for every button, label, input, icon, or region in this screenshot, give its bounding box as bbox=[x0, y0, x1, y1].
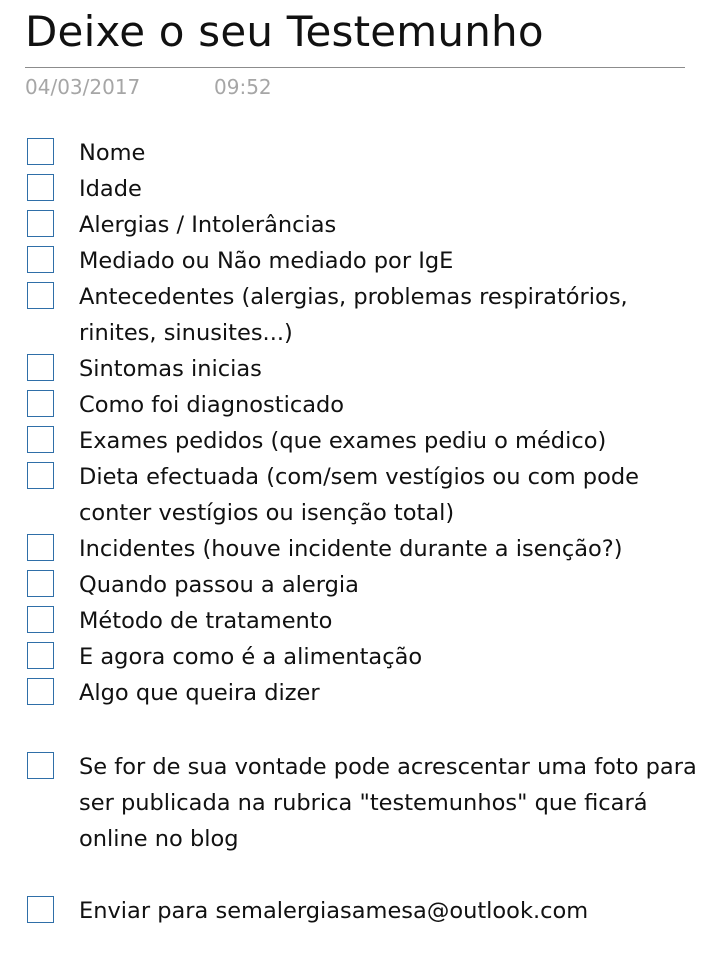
checklist-label: Incidentes (houve incidente durante a isenção?) bbox=[79, 536, 623, 562]
checklist-label: Método de tratamento bbox=[79, 608, 333, 634]
checkbox-sintomas[interactable] bbox=[27, 354, 54, 381]
checklist-label: Algo que queira dizer bbox=[79, 680, 320, 706]
page-title: Deixe o seu Testemunho bbox=[25, 7, 544, 56]
checkbox-quando[interactable] bbox=[27, 570, 54, 597]
checklist-label: Como foi diagnosticado bbox=[79, 392, 345, 418]
checkbox-dieta[interactable] bbox=[27, 462, 54, 489]
checkbox-alimentacao[interactable] bbox=[27, 642, 54, 669]
checklist-label: E agora como é a alimentação bbox=[79, 644, 423, 670]
checkbox-enviar[interactable] bbox=[27, 896, 54, 923]
checkbox-nome[interactable] bbox=[27, 138, 54, 165]
checklist-label: Nome bbox=[79, 140, 146, 166]
title-divider bbox=[25, 67, 685, 68]
checklist-label: Idade bbox=[79, 176, 142, 202]
checklist-label: Alergias / Intolerâncias bbox=[79, 212, 337, 238]
checkbox-exames[interactable] bbox=[27, 426, 54, 453]
checkbox-algo[interactable] bbox=[27, 678, 54, 705]
page-date: 04/03/2017 bbox=[25, 75, 141, 99]
checklist-label: Enviar para semalergiasamesa@outlook.com bbox=[79, 898, 589, 924]
checkbox-idade[interactable] bbox=[27, 174, 54, 201]
checkbox-tratamento[interactable] bbox=[27, 606, 54, 633]
checklist-label: Se for de sua vontade pode acrescentar uma foto para ser publicada na rubrica "testemunhos" que ficará online no blog bbox=[79, 754, 697, 852]
checkbox-diagnostico[interactable] bbox=[27, 390, 54, 417]
checkbox-incidentes[interactable] bbox=[27, 534, 54, 561]
checkbox-antecedentes[interactable] bbox=[27, 282, 54, 309]
checklist-label: Quando passou a alergia bbox=[79, 572, 359, 598]
checklist-label: Exames pedidos (que exames pediu o médico) bbox=[79, 428, 607, 454]
checklist-label: Sintomas inicias bbox=[79, 356, 262, 382]
checkbox-alergias[interactable] bbox=[27, 210, 54, 237]
checklist-label: Antecedentes (alergias, problemas respiratórios, rinites, sinusites...) bbox=[79, 284, 628, 346]
checkbox-mediado[interactable] bbox=[27, 246, 54, 273]
checklist-label: Mediado ou Não mediado por IgE bbox=[79, 248, 454, 274]
checkbox-foto[interactable] bbox=[27, 752, 54, 779]
checklist-label: Dieta efectuada (com/sem vestígios ou com pode conter vestígios ou isenção total) bbox=[79, 464, 639, 526]
page-time: 09:52 bbox=[214, 75, 272, 99]
